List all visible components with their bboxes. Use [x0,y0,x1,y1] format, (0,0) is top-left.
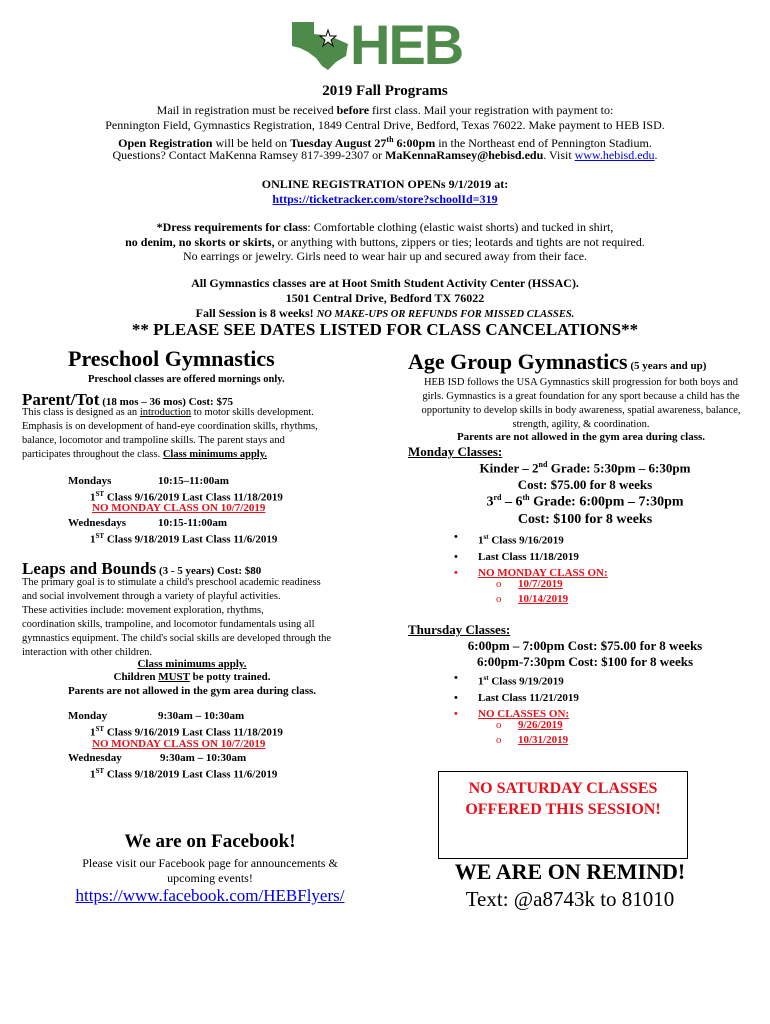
monday-kinder-cost: Cost: $75.00 for 8 weeks [517,477,653,492]
monday-3-6-cost: Cost: $100 for 8 weeks [517,512,653,527]
mail-line: Mail in registration must be received before first class. Mail your registration with payment to: [156,103,614,117]
open-registration-line: Open Registration will be held on Tuesday August 27th 6:00pm in the Northeast end of Pennington Stadium. [118,135,652,150]
leaps-class-minimums: Class minimums apply. [137,658,247,670]
parent-tot-heading: Parent/Tot (18 mos – 36 mos) Cost: $75 [22,390,233,409]
monday-classes-heading: Monday Classes: [408,444,503,459]
parent-tot-description: This class is designed as an introduction to motor skills development. Emphasis is on development of hand-eye coordination skills, rhythms, balance, locomotor and trampoline skills. The parent stays and participates throughout the class. Class minimums apply. [22,407,318,460]
thursday-classes-heading: Thursday Classes: [408,622,511,637]
monday-cancel-date: o 10/7/2019 [406,577,568,592]
online-registration: ONLINE REGISTRATION OPENs 9/1/2019 at: [261,177,509,191]
preschool-title: Preschool Gymnastics [68,346,275,371]
thursday-dates-list [406,670,579,722]
monday-first-class: • 1st Class 9/16/2019 [406,529,608,549]
monday-dates-list [406,529,608,581]
heb-logo [290,13,496,76]
pt-monday-dates: 1ST Class 9/16/2019 Last Class 11/18/2019 [90,490,283,504]
leaps-bounds-description: The primary goal is to stimulate a child's preschool academic readiness and social involvement through a variety of playful activities. These activities include: movement exploration, rhythms, coordination skills, trampoline, and locomotor fundamentals using all gymnastics equipment. The child's social skills are developed through the interaction with other children. [22,577,332,658]
ticketracker-link[interactable]: https://ticketracker.com/store?schoolId=319 [272,192,498,206]
thursday-cancel-date: o 10/31/2019 [406,733,568,748]
saturday-notice-box [438,771,688,859]
leaps-parents-note: Parents are not allowed in the gym area during class. [67,685,317,697]
pt-monday-day: Mondays [68,475,112,487]
monday-last-class: • Last Class 11/18/2019 [406,549,608,565]
texas-star-logo-icon [290,20,350,72]
facebook-link[interactable]: https://www.facebook.com/HEBFlyers/ [75,886,345,905]
thursday-cancel-dates [406,718,568,748]
location-line-1: All Gymnastics classes are at Hoot Smith Student Activity Center (HSSAC). [191,276,579,290]
dress-line-1: *Dress requirements for class: Comfortable clothing (elastic waist shorts) and tucked in shirt, [156,220,614,234]
location-line-2: 1501 Central Drive, Bedford TX 76022 [285,291,485,305]
logo-text: HEB [350,13,463,76]
monday-cancel-date: o 10/14/2019 [406,592,568,607]
lb-monday-day: Monday [68,710,108,722]
age-group-parents-note: Parents are not allowed in the gym area during class. [456,431,706,443]
dress-line-2: no denim, no skorts or skirts, or anything with buttons, zippers or ties; leotards and tights are not required. [125,235,645,249]
dress-line-3: No earrings or jewelry. Girls need to wear hair up and secured away from their face. [182,249,588,263]
pt-monday-time: 10:15–11:00am [158,475,229,487]
cancelation-notice: ** PLEASE SEE DATES LISTED FOR CLASS CANCELATIONS** [131,320,639,339]
pt-monday-cancel: NO MONDAY CLASS ON 10/7/2019 [92,502,266,514]
pt-wednesday-time: 10:15-11:00am [158,517,228,529]
facebook-title: We are on Facebook! [124,831,296,852]
remind-title: WE ARE ON REMIND! [454,859,686,884]
saturday-line-2: OFFERED THIS SESSION! [465,801,661,818]
facebook-line-1: Please visit our Facebook page for announcements & [82,856,338,870]
monday-no-class: • NO MONDAY CLASS ON: [406,565,608,581]
session-line: Fall Session is 8 weeks! NO MAKE-UPS OR REFUNDS FOR MISSED CLASSES. [195,306,575,320]
lb-wednesday-dates: 1ST Class 9/18/2019 Last Class 11/6/2019 [90,767,278,781]
address-line: Pennington Field, Gymnastics Registration, 1849 Central Drive, Bedford, Texas 76022. Make payment to HEB ISD. [105,118,665,132]
leaps-potty-trained: Children MUST be potty trained. [113,671,271,683]
lb-wednesday-day: Wednesday [68,752,122,764]
remind-text: Text: @a8743k to 81010 [465,887,675,911]
monday-3-6: 3rd – 6th Grade: 6:00pm – 7:30pm [486,493,684,510]
pt-wednesday-day: Wednesdays [68,517,127,529]
ticketracker-link-line [0,191,770,207]
age-group-description: HEB ISD follows the USA Gymnastics skill progression for both boys and girls. Gymnastics is a great foundation for any sport because a child has the opportunity to develop skills in body awareness, spatial awareness, balance, strength, agility, & coordination. [421,377,741,430]
age-group-heading: Age Group Gymnastics (5 years and up) [408,349,707,374]
thursday-cancel-date: o 9/26/2019 [406,718,568,733]
thursday-first-class: • 1st Class 9/19/2019 [406,670,579,690]
page-title: 2019 Fall Programs [322,83,448,99]
facebook-line-2: upcoming events! [167,871,253,885]
thursday-no-classes: • NO CLASSES ON: [406,706,579,722]
lb-wednesday-time: 9:30am – 10:30am [160,752,247,764]
lb-monday-time: 9:30am – 10:30am [158,710,245,722]
preschool-subtitle: Preschool classes are offered mornings only. [88,374,285,385]
pt-wednesday-dates: 1ST Class 9/18/2019 Last Class 11/6/2019 [90,532,278,546]
questions-line: Questions? Contact MaKenna Ramsey 817-399-2307 or MaKennaRamsey@hebisd.edu. Visit www.hebisd.edu. [112,148,658,162]
thursday-option-2: 6:00pm-7:30pm Cost: $100 for 8 weeks [476,654,694,669]
hebisd-link[interactable]: www.hebisd.edu [574,148,655,162]
leaps-bounds-heading: Leaps and Bounds (3 - 5 years) Cost: $80 [22,559,262,578]
saturday-line-1: NO SATURDAY CLASSES [468,780,658,797]
thursday-option-1: 6:00pm – 7:00pm Cost: $75.00 for 8 weeks [467,638,703,653]
monday-cancel-dates [406,577,568,607]
facebook-link-line [45,886,375,906]
lb-monday-cancel: NO MONDAY CLASS ON 10/7/2019 [92,738,266,750]
monday-kinder: Kinder – 2nd Grade: 5:30pm – 6:30pm [479,460,691,476]
lb-monday-dates: 1ST Class 9/16/2019 Last Class 11/18/2019 [90,725,283,739]
thursday-last-class: • Last Class 11/21/2019 [406,690,579,706]
